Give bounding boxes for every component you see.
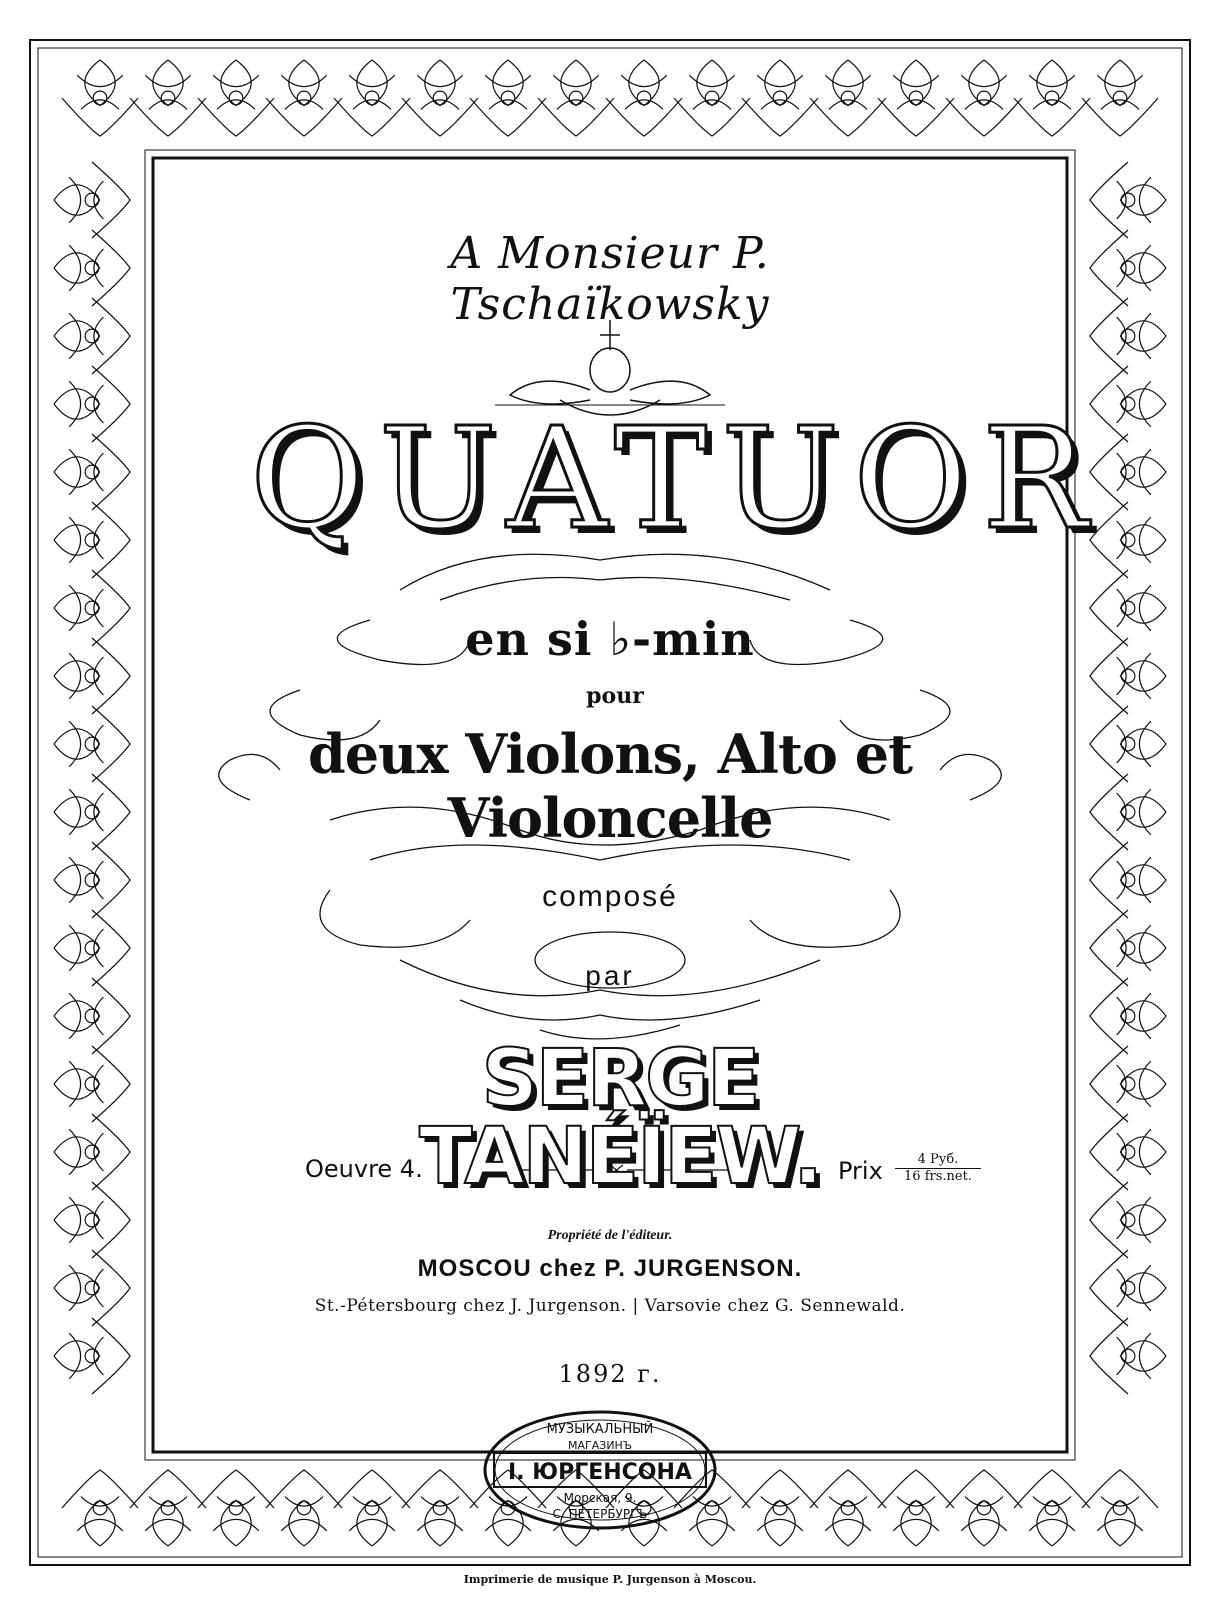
composed-word: composé — [542, 880, 678, 913]
dedication: A Monsieur P. Tschaïkowsky — [450, 228, 770, 330]
ornament-motif — [54, 502, 130, 578]
ornament-motif — [1090, 1046, 1166, 1122]
ornament-motif — [1090, 298, 1166, 374]
printer-imprint: Imprimerie de musique P. Jurgenson à Moscou. — [463, 1573, 757, 1586]
opus-number: Oeuvre 4. — [305, 1155, 423, 1183]
price-fraction — [895, 1152, 981, 1184]
composer-name: SERGE TANÉÏEW. — [419, 1034, 821, 1202]
ornament-motif — [1090, 1318, 1166, 1394]
ornament-motif — [1090, 774, 1166, 850]
ornament-motif — [1090, 1250, 1166, 1326]
ornament-motif — [1090, 230, 1166, 306]
ornament-motif — [130, 1470, 206, 1546]
price-label: Prix — [838, 1157, 883, 1185]
for-word: pour — [586, 683, 644, 709]
ornament-motif — [1014, 60, 1090, 136]
ornament-motif — [606, 60, 682, 136]
ornament-motif — [1090, 638, 1166, 714]
ornament-motif — [1082, 60, 1158, 136]
publication-year: 1892 г. — [558, 1360, 662, 1388]
ornament-motif — [334, 1470, 410, 1546]
ornament-motif — [1090, 162, 1166, 238]
ornament-motif — [946, 60, 1022, 136]
ornament-motif — [946, 1470, 1022, 1546]
ornament-motif — [54, 910, 130, 986]
price-francs: 16 frs.net. — [895, 1168, 981, 1185]
ornament-motif — [198, 60, 274, 136]
ornament-motif — [470, 60, 546, 136]
stamp-line-4: Морская, 9. — [563, 1491, 637, 1505]
ornament-motif — [810, 1470, 886, 1546]
by-word: par — [585, 960, 635, 991]
ornament-motif — [1090, 706, 1166, 782]
ornament-motif — [1014, 1470, 1090, 1546]
ornament-motif — [810, 60, 886, 136]
ornament-motif — [54, 978, 130, 1054]
branch-offices: St.-Pétersbourg chez J. Jurgenson. | Varsovie chez G. Sennewald. — [314, 1296, 906, 1316]
ornament-motif — [742, 1470, 818, 1546]
ornament-motif — [54, 298, 130, 374]
ornament-motif — [130, 60, 206, 136]
ornament-motif — [54, 1046, 130, 1122]
ornament-motif — [1090, 978, 1166, 1054]
ornament-motif — [54, 1182, 130, 1258]
ornament-motif — [54, 162, 130, 238]
ornament-motif — [1082, 1470, 1158, 1546]
ornament-motif — [266, 60, 342, 136]
stamp-line-5: С. ПЕТЕРБУРГЪ — [552, 1507, 648, 1521]
ornament-motif — [1090, 1182, 1166, 1258]
ornament-motif — [878, 60, 954, 136]
ornament-motif — [62, 60, 138, 136]
ornament-motif — [402, 1470, 478, 1546]
ornament-motif — [334, 60, 410, 136]
ornament-motif — [878, 1470, 954, 1546]
ornament-motif — [1090, 842, 1166, 918]
key-signature: en si ♭-min — [465, 612, 755, 666]
ornament-motif — [1090, 366, 1166, 442]
ornament-motif — [62, 1470, 138, 1546]
publisher-stamp — [480, 1405, 720, 1535]
publisher-note: Propriété de l'éditeur. — [547, 1228, 673, 1243]
stamp-line-2: МАГАЗИНЪ — [568, 1439, 632, 1452]
ornament-motif — [54, 434, 130, 510]
ornament-motif — [54, 842, 130, 918]
ornament-motif — [1090, 502, 1166, 578]
ornament-motif — [742, 60, 818, 136]
ornament-motif — [54, 366, 130, 442]
ornament-motif — [1090, 910, 1166, 986]
ornament-motif — [54, 638, 130, 714]
ornament-motif — [1090, 434, 1166, 510]
stamp-line-1: МУЗЫКАЛЬНЫЙ — [546, 1422, 654, 1437]
ornament-motif — [54, 1114, 130, 1190]
border-ornament-top — [62, 60, 1158, 136]
border-ornament-right — [1090, 162, 1166, 1394]
ornament-motif — [54, 774, 130, 850]
publisher-name: MOSCOU chez P. JURGENSON. — [417, 1255, 803, 1282]
instrumentation: deux Violons, Alto et Violoncelle — [307, 722, 913, 850]
ornament-motif — [54, 706, 130, 782]
ornament-motif — [54, 230, 130, 306]
title: QUATUOR — [250, 398, 1102, 561]
ornament-motif — [538, 60, 614, 136]
ornament-motif — [1090, 570, 1166, 646]
ornament-motif — [1090, 1114, 1166, 1190]
ornament-motif — [54, 1250, 130, 1326]
price-rubles: 4 Руб. — [917, 1152, 959, 1167]
border-ornament-left — [54, 162, 130, 1394]
ornament-motif — [674, 60, 750, 136]
ornament-motif — [54, 570, 130, 646]
ornament-motif — [266, 1470, 342, 1546]
ornament-motif — [402, 60, 478, 136]
ornament-motif — [54, 1318, 130, 1394]
ornament-motif — [198, 1470, 274, 1546]
stamp-line-3: I. ЮРГЕНСОНА — [508, 1460, 692, 1485]
